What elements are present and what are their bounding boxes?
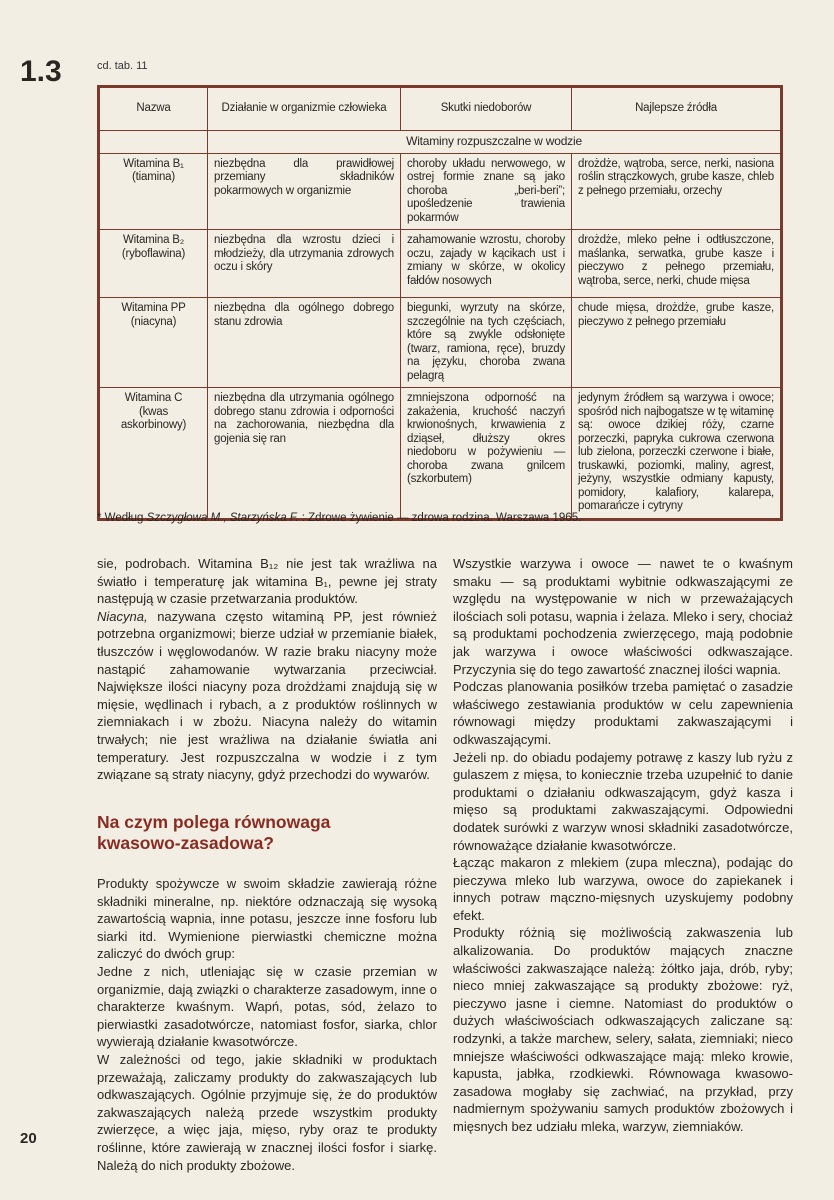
vitamin-alt-name: (ryboflawina) <box>121 247 186 260</box>
vitamin-name-cell <box>99 153 208 230</box>
header-deficiency: Skutki niedoborów <box>401 87 572 131</box>
vitamin-name: Witamina B₁ <box>123 157 184 170</box>
paragraph: Podczas planowania posiłków trzeba pamiętać o zasadzie właściwego zestawiania produktów w celu zapewnienia równowagi między produktami zakwaszającymi i odkwaszającymi. <box>453 679 793 747</box>
deficiency-cell: biegunki, wyrzuty na skórze, szczególnie na tych częściach, które są zwykle odsłonięte (twarz, ramiona, ręce), bruzdy na języku, choroba zwana pelagrą <box>401 298 572 388</box>
left-column-top <box>97 555 437 784</box>
vitamin-alt-name: (tiamina) <box>132 171 175 183</box>
action-cell: niezbędna dla prawidłowej przemiany składników pokarmowych w organizmie <box>208 153 401 230</box>
paragraph: Produkty różnią się możliwością zakwaszenia lub alkalizowania. Do produktów mających znaczne właściwości zakwaszające należą: żółtko jaja, drób, ryby; nieco mniej zakwaszające są produkty zbożowe: ryż, pieczywo jasne i ciemne. Natomiast do produktów o dużych właściwościach odkwaszających zaliczane są: rodzynki, a także marchew, selery, sałata, ziemniaki; nieco mniejsze właściwości odkwaszające mają: mleko krowie, kapusta, jabłka, rzodkiewki. Równowaga kwasowo-zasadowa mogłaby się zachwiać, na przykład, przy nadmiernym spożywaniu samych produktów zbożowych i mięsnych bez udziału mleka, warzyw, ziemniaków. <box>453 925 793 1134</box>
paragraph: sie, podrobach. Witamina B₁₂ nie jest tak wrażliwa na światło i temperaturę jak witamina B₁, pewne jej straty następują w czasie przetwarzania produktów. <box>97 556 437 607</box>
right-column <box>453 555 793 1136</box>
action-cell: niezbędna dla utrzymania ogólnego dobrego stanu zdrowia i odporności na zachorowania, niezbędna dla gojenia się ran <box>208 388 401 520</box>
vitamin-alt-name: (kwas askorbinowy) <box>120 405 187 431</box>
header-action: Działanie w organizmie człowieka <box>208 87 401 131</box>
vitamin-name: Witamina B₂ <box>122 234 185 246</box>
vitamin-alt-name: (niacyna) <box>130 315 177 328</box>
header-sources: Najlepsze źródła <box>572 87 782 131</box>
table-header-row <box>99 87 782 131</box>
paragraph: Jedne z nich, utleniając się w czasie przemian w organizmie, dają związki o charakterze zasadowym, inne o charakterze kwaśnym. Wapń, potas, sód, żelazo to pierwiastki zasadotwórcze, natomiast fosfor, siarka, chlor wywierają działanie kwasotwórcze. <box>97 963 437 1050</box>
deficiency-cell: choroby układu nerwowego, w ostrej formie znane są jako choroba „beri-beri”; upośledzenie trawienia pokarmów <box>401 153 572 230</box>
vitamin-name: Witamina C <box>124 392 183 404</box>
vitamins-table <box>97 85 783 521</box>
footnote-prefix: * Według <box>97 512 147 524</box>
paragraph: Wszystkie warzywa i owoce — nawet te o kwaśnym smaku — są produktami wybitnie odkwaszającymi ze względu na występowanie w nich w przeważających ilościach soli potasu, wapnia i żelaza. Mleko i sery, chociaż są produktami pochodzenia zwierzęcego, mają podobnie jak warzywa i owoce właściwości odkwaszające. Przyczynia się do tego zawartość znacznej ilości wapnia. <box>453 556 793 677</box>
paragraph: Łącząc makaron z mlekiem (zupa mleczna), podając do pieczywa mleko lub warzywa, owoce do zapiekanek i innych potraw mączno-mięsnych uzyskujemy podobny efekt. <box>453 855 793 923</box>
left-column-bottom <box>97 875 437 1174</box>
action-cell: niezbędna dla wzrostu dzieci i młodzieży, dla utrzymania zdrowych oczu i skóry <box>208 230 401 298</box>
table-footnote <box>97 512 581 524</box>
paragraph: W zależności od tego, jakie składniki w produktach przeważają, zaliczamy produkty do zakwaszających lub odkwaszających. Ogólnie przyjmuje się, że do produktów zakwaszających należą przede wszystkim produkty zwierzęce, a więc jaja, mięso, ryby oraz te produkty roślinne, które zawierają w znacznej ilości fosfor i siarkę. Należą do nich produkty zbożowe. <box>97 1051 437 1173</box>
paragraph: Produkty spożywcze w swoim składzie zawierają różne składniki mineralne, np. niektóre odznaczają się wysoką zawartością wapnia, inne potasu, jeszcze inne fosforu lub siarki itd. Wymienione pierwiastki chemiczne można zaliczyć do dwóch grup: <box>97 876 437 962</box>
table-row <box>99 388 782 520</box>
empty-cell <box>99 131 208 154</box>
footnote-source: : Zdrowe żywienie — zdrowa rodzina. Warszawa 1965. <box>298 512 582 524</box>
table-row <box>99 230 782 298</box>
section-title: Witaminy rozpuszczalne w wodzie <box>208 131 782 154</box>
table-reference: cd. tab. 11 <box>97 60 148 72</box>
vitamin-name-cell <box>99 298 208 388</box>
vitamin-name: Witamina PP <box>121 302 186 314</box>
sources-cell: drożdże, wątroba, serce, nerki, nasiona roślin strączkowych, grube kasze, chleb z pełnego przemiału, orzechy <box>572 153 782 230</box>
table-row <box>99 153 782 230</box>
sources-cell: drożdże, mleko pełne i odtłuszczone, maślanka, serwatka, grube kasze i pieczywo z pełnego przemiału, wątroba, serce, nerki, chude mięsa <box>572 230 782 298</box>
page-number: 20 <box>20 1130 37 1147</box>
paragraph: Jeżeli np. do obiadu podajemy potrawę z kaszy lub ryżu z gulaszem z mięsa, to koniecznie trzeba uzupełnić to danie produktami o działaniu odkwaszającym, gdyż kasza i mięso są produktami zakwaszającymi. Odpowiedni dodatek surówki z warzyw wnosi składniki zasadotwórcze, równoważące działanie kwasotwórcze. <box>453 749 793 853</box>
chapter-number: 1.3 <box>20 55 62 88</box>
section-row <box>99 131 782 154</box>
deficiency-cell: zmniejszona odporność na zakażenia, kruchość naczyń krwionośnych, krwawienia z dziąseł, dłuższy okres niedoboru w pożywieniu — choroba zwana gnilcem (szkorbutem) <box>401 388 572 520</box>
paragraph <box>97 608 437 784</box>
action-cell: niezbędna dla ogólnego dobrego stanu zdrowia <box>208 298 401 388</box>
section-heading: Na czym polega równowaga kwasowo-zasadowa? <box>97 812 331 853</box>
footnote-authors: Szczygłowa M., Starzyńska F. <box>146 512 299 524</box>
paragraph-text: nazywana często witaminą PP, jest również potrzebna organizmowi; bierze udział w przemianie białek, tłuszczów i węglowodanów. W razie braku niacyny może nastąpić zahamowanie wytwarzania przeciwciał. Największe ilości niacyny poza drożdżami znajdują się w mięsie, wędlinach i rybach, a z produktów roślinnych w ziemniakach i w zbożu. Niacyna należy do witamin trwałych; nie jest wrażliwa na działanie światła ani temperatury. Jest rozpuszczalna w wodzie i z tym związane są straty niacyny, gdyż przechodzi do wywarów. <box>97 608 437 783</box>
deficiency-cell: zahamowanie wzrostu, choroby oczu, zajady w kącikach ust i zmiany w skórze, w okolicy fałdów nosowych <box>401 230 572 298</box>
italic-term: Niacyna, <box>97 608 148 624</box>
sources-cell: chude mięsa, drożdże, grube kasze, pieczywo z pełnego przemiału <box>572 298 782 388</box>
vitamin-name-cell <box>99 388 208 520</box>
sources-cell: jedynym źródłem są warzywa i owoce; spośród nich najbogatsze w tę witaminę są: owoce dzikiej róży, czarne porzeczki, papryka cukrowa czerwona lub zielona, porzeczki czerwone i białe, truskawki, poziomki, maliny, agrest, jeżyny, wszystkie odmiany kapusty, pomidory, kalafiory, kalarepa, pomarańcze i cytryny <box>572 388 782 520</box>
vitamin-name-cell <box>99 230 208 298</box>
table-row <box>99 298 782 388</box>
header-name: Nazwa <box>99 87 208 131</box>
